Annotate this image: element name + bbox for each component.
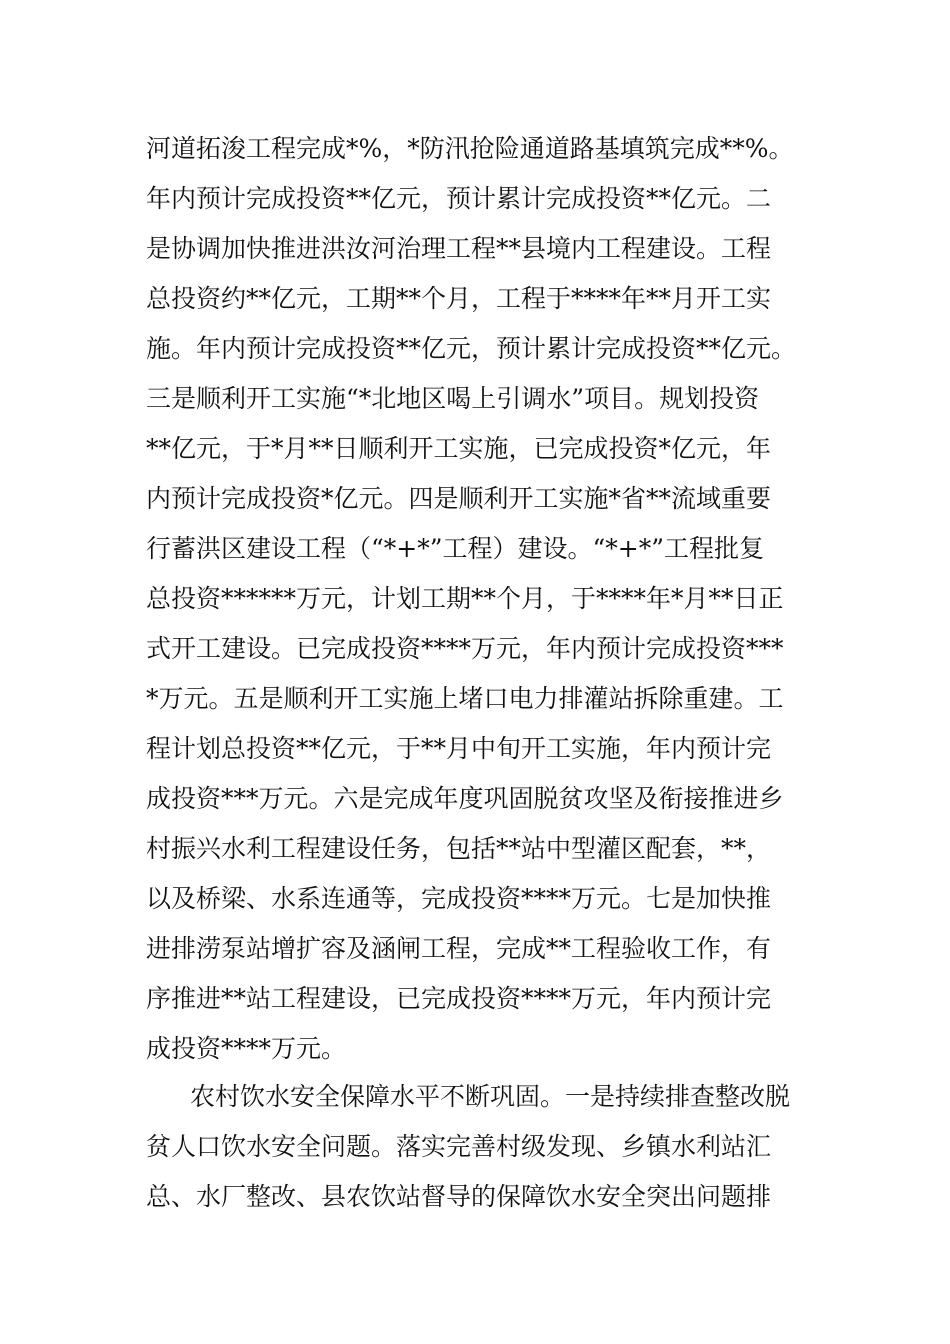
- text-line-15: 村振兴水利工程建设任务，包括**站中型灌区配套，**，: [146, 834, 772, 863]
- text-line-2: 年内预计完成投资**亿元，预计累计完成投资**亿元。二: [146, 184, 772, 213]
- text-line-16: 以及桥梁、水系连通等，完成投资****万元。七是加快推: [146, 884, 772, 913]
- paragraph-start-line: 农村饮水安全保障水平不断巩固。一是持续排查整改脱: [190, 1082, 791, 1111]
- text-line-5: 施。年内预计完成投资**亿元，预计累计完成投资**亿元。: [146, 334, 797, 363]
- text-line-18: 序推进**站工程建设，已完成投资****万元，年内预计完: [146, 984, 772, 1013]
- text-line-8: 内预计完成投资*亿元。四是顺利开工实施*省**流域重要: [146, 484, 772, 513]
- text-line-11: 式开工建设。已完成投资****万元，年内预计完成投资***: [146, 634, 784, 663]
- text-line-12: *万元。五是顺利开工实施上堵口电力排灌站拆除重建。工: [146, 684, 784, 713]
- text-line-6: 三是顺利开工实施“*北地区喝上引调水”项目。规划投资: [146, 384, 760, 413]
- text-line-19: 成投资****万元。: [146, 1034, 347, 1063]
- text-line-4: 总投资约**亿元，工期**个月，工程于****年**月开工实: [146, 284, 772, 313]
- text-line-22: 总、水厂整改、县农饮站督导的保障饮水安全突出问题排: [146, 1182, 772, 1211]
- text-line-7: **亿元，于*月**日顺利开工实施，已完成投资*亿元，年: [146, 434, 772, 463]
- text-line-13: 程计划总投资**亿元，于**月中旬开工实施，年内预计完: [146, 734, 772, 763]
- text-line-21: 贫人口饮水安全问题。落实完善村级发现、乡镇水利站汇: [146, 1132, 772, 1161]
- text-line-1: 河道拓浚工程完成*%，*防汛抢险通道路基填筑完成**%。: [146, 134, 794, 163]
- text-line-14: 成投资***万元。六是完成年度巩固脱贫攻坚及衔接推进乡: [146, 784, 784, 813]
- text-line-9: 行蓄洪区建设工程（“*+*”工程）建设。“*+*”工程批复: [146, 534, 765, 563]
- text-line-17: 进排涝泵站增扩容及涵闸工程，完成**工程验收工作，有: [146, 934, 772, 963]
- text-line-3: 是协调加快推进洪汝河治理工程**县境内工程建设。工程: [146, 234, 772, 263]
- text-line-10: 总投资******万元，计划工期**个月，于****年*月**日正: [146, 584, 784, 613]
